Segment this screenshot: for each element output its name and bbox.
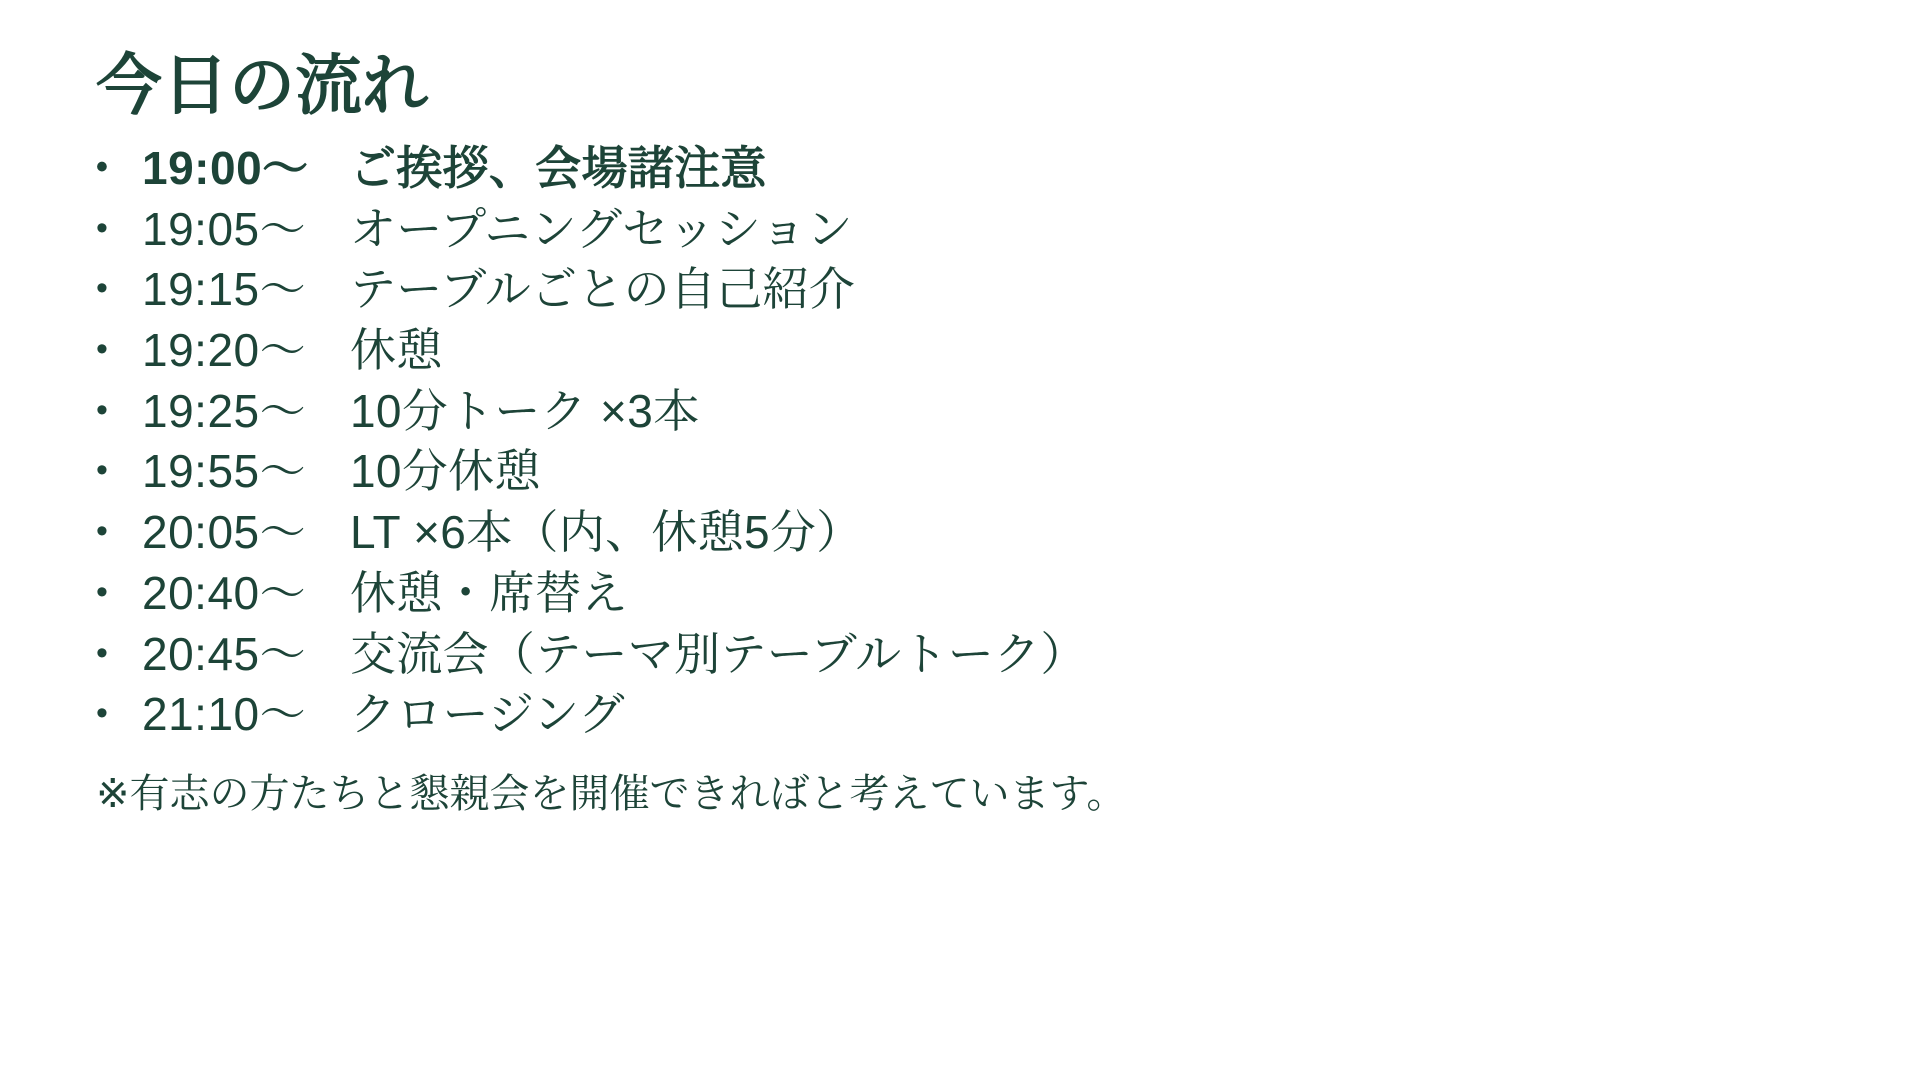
agenda-item-label: 休憩	[350, 324, 443, 377]
agenda-item-time: 19:05〜	[142, 202, 307, 255]
bullet-icon: •	[96, 694, 108, 733]
bullet-icon: •	[96, 451, 108, 490]
list-item	[96, 684, 1850, 745]
footnote: ※有志の方たちと懇親会を開催できればと考えています。	[96, 772, 1127, 817]
list-item	[96, 381, 1850, 442]
bullet-icon: •	[96, 390, 108, 429]
agenda-item-time: 19:25〜	[142, 384, 307, 437]
agenda-item-label: 休憩・席替え	[350, 566, 628, 619]
agenda-item-label: 10分休憩	[350, 445, 541, 498]
list-item	[96, 502, 1850, 563]
bullet-icon: •	[96, 147, 108, 186]
list-item	[96, 441, 1850, 502]
list-item	[96, 259, 1850, 320]
agenda-item-label: テーブルごとの自己紹介	[350, 263, 856, 316]
agenda-item-time: 19:20〜	[142, 324, 307, 377]
agenda-item-label: オープニングセッション	[350, 202, 853, 255]
list-item	[96, 199, 1850, 260]
bullet-icon: •	[96, 269, 108, 308]
bullet-icon: •	[96, 633, 108, 672]
agenda-item-time: 21:10〜	[142, 688, 307, 741]
agenda-item-time: 20:05〜	[142, 506, 307, 559]
list-item	[96, 320, 1850, 381]
agenda-item-label: 10分トーク ×3本	[350, 384, 700, 437]
bullet-icon: •	[96, 330, 108, 369]
list-item	[96, 138, 1850, 199]
agenda-item-label: クロージング	[350, 688, 625, 741]
bullet-icon: •	[96, 512, 108, 551]
agenda-item-label: LT ×6本（内、休憩5分）	[350, 506, 863, 559]
agenda-item-label: 交流会（テーマ別テーブルトーク）	[350, 627, 1087, 680]
agenda-item-time: 20:40〜	[142, 566, 307, 619]
agenda-item-time: 19:00〜	[142, 141, 309, 194]
page-title: 今日の流れ	[96, 48, 429, 122]
bullet-icon: •	[96, 208, 108, 247]
agenda-list	[96, 138, 1850, 745]
agenda-item-time: 19:15〜	[142, 263, 307, 316]
bullet-icon: •	[96, 572, 108, 611]
list-item	[96, 624, 1850, 685]
agenda-item-label: ご挨拶、会場諸注意	[350, 141, 767, 194]
agenda-item-time: 20:45〜	[142, 627, 307, 680]
list-item	[96, 563, 1850, 624]
agenda-item-time: 19:55〜	[142, 445, 307, 498]
